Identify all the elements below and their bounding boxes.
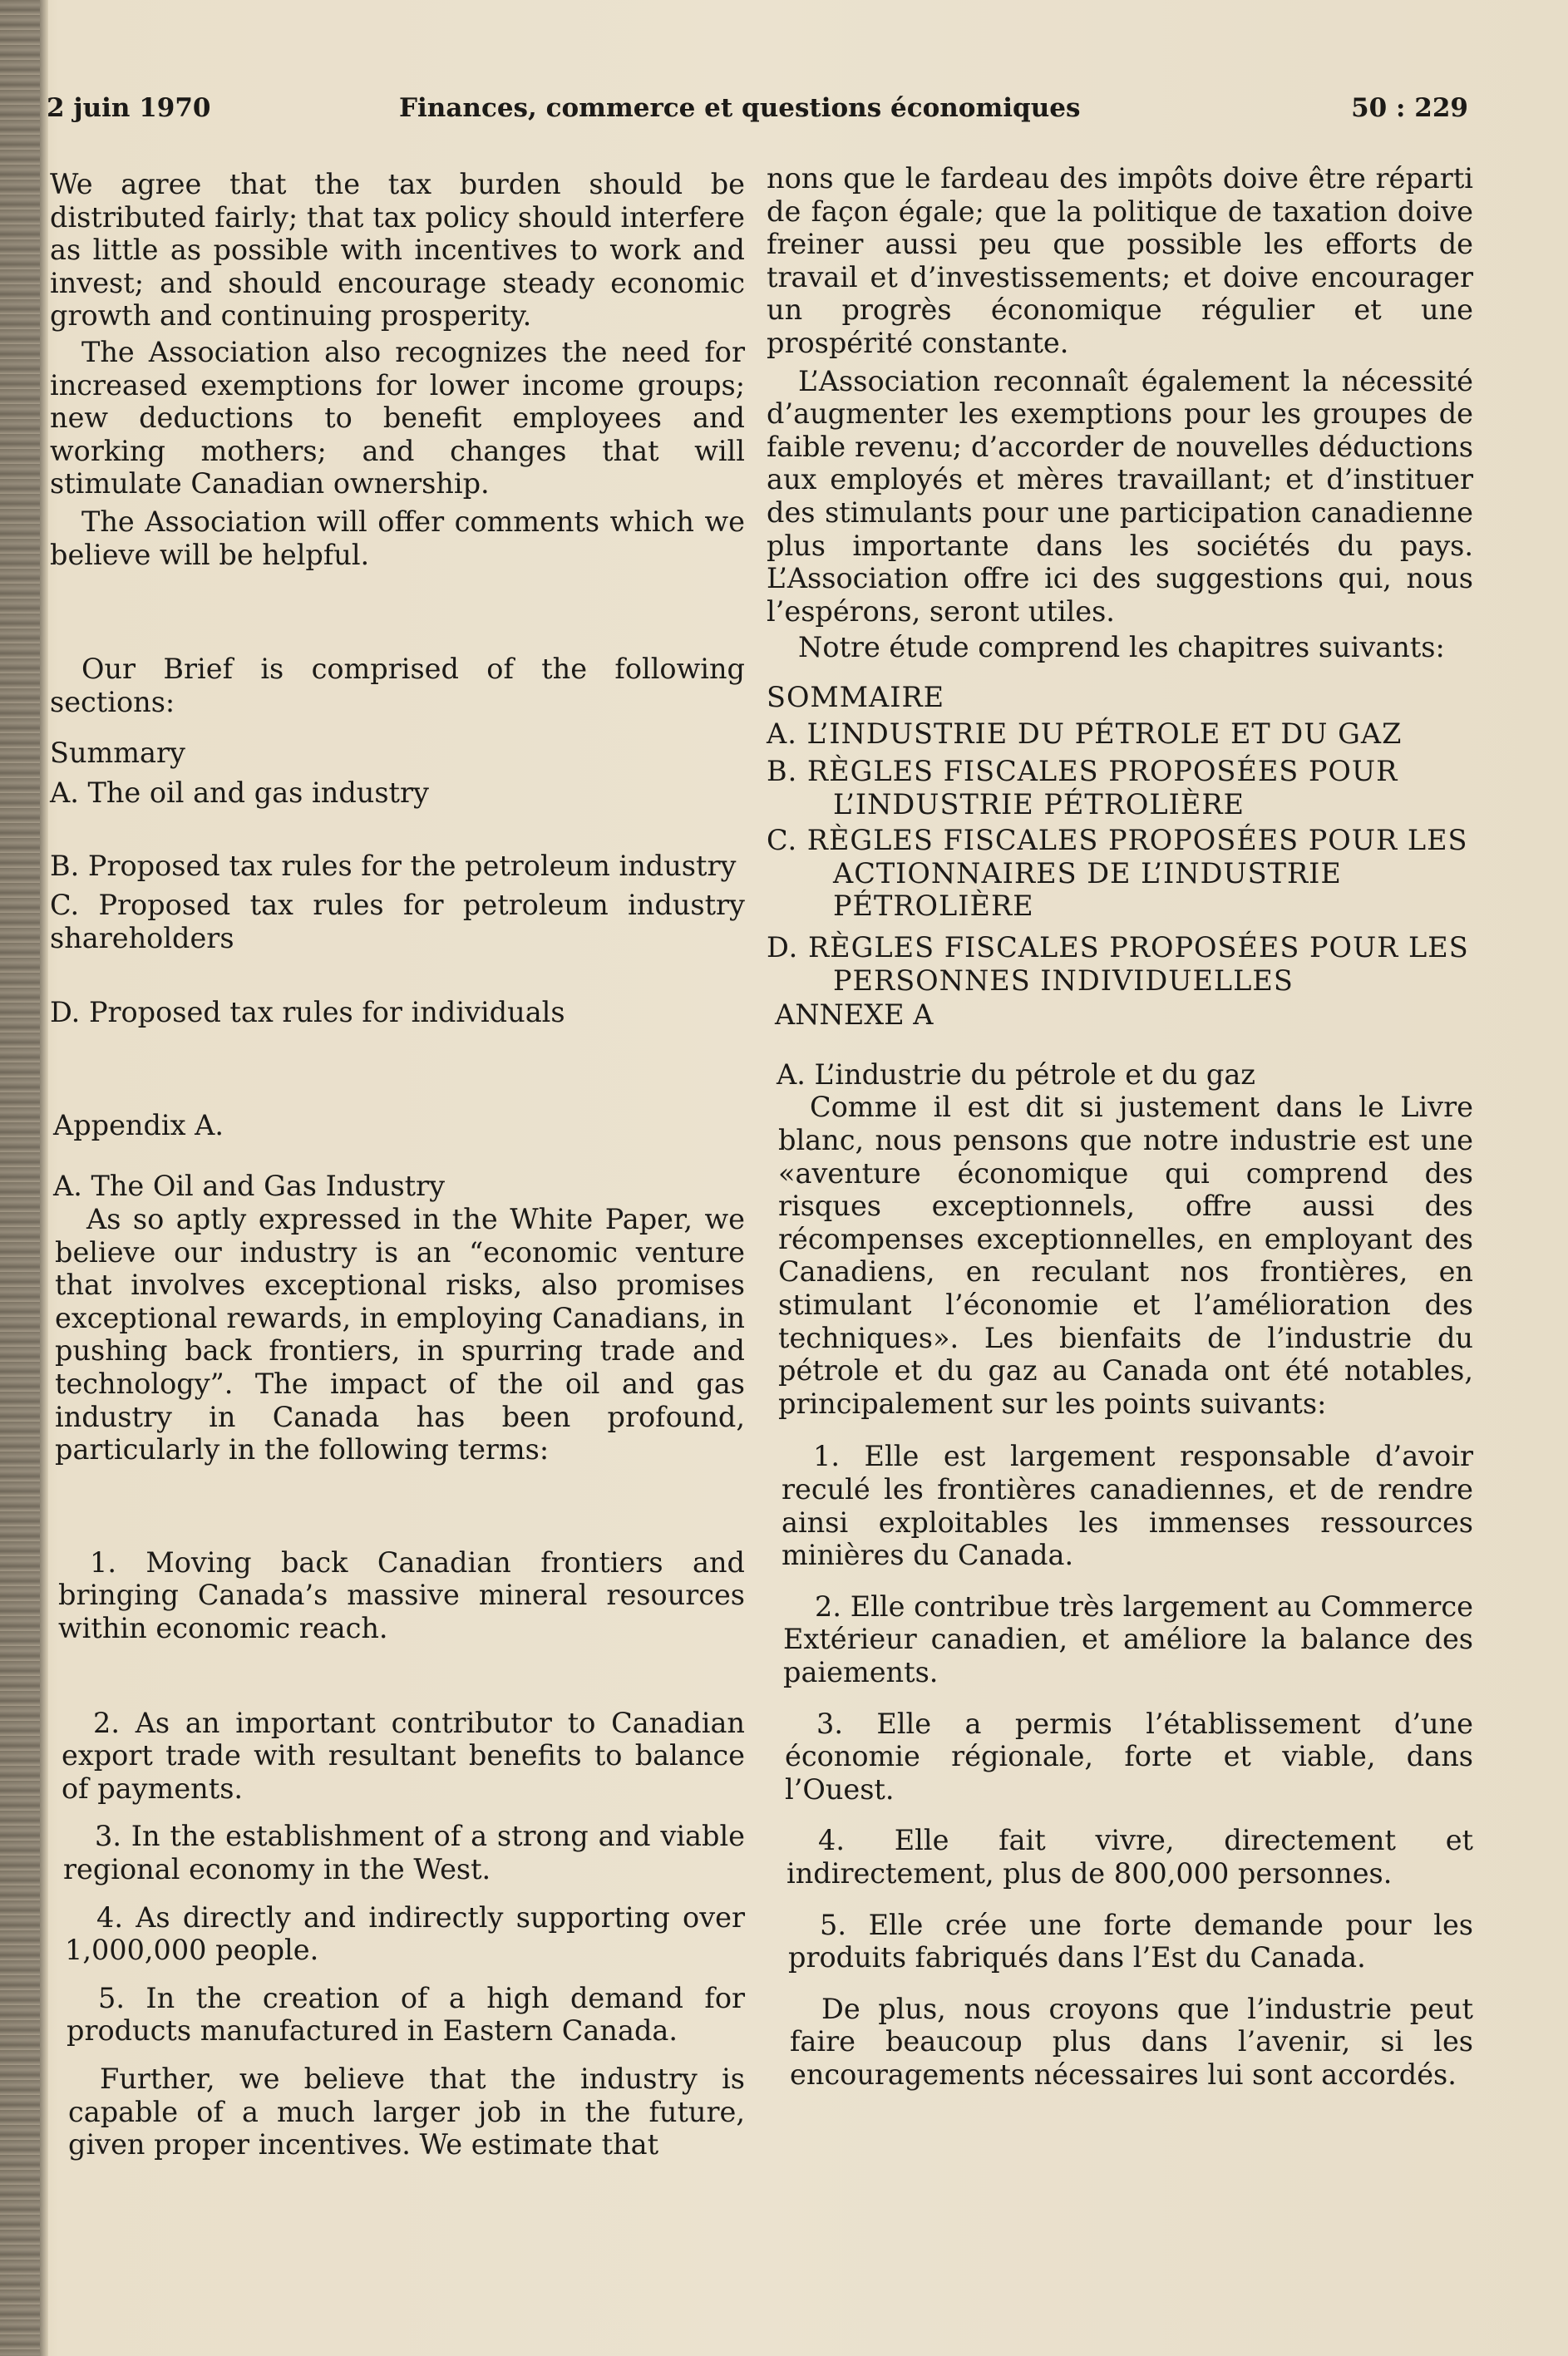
list-item: 1. Elle est largement responsable d’avoir reculé les frontières canadiennes, et de rendre ainsi exploitables les immenses ressources minières du Canada. <box>782 1440 1473 1572</box>
list-item: 2. As an important contributor to Canadian export trade with resultant benefits to balance of payments. <box>62 1706 745 1805</box>
list-item: 5. Elle crée une forte demande pour les produits fabriqués dans l’Est du Canada. <box>788 1908 1473 1974</box>
section-list-item: A. L’INDUSTRIE DU PÉTROLE ET DU GAZ <box>767 717 1403 750</box>
section-list-item: B. Proposed tax rules for the petroleum industry <box>50 849 737 882</box>
section-list-item: SOMMAIRE <box>767 680 945 713</box>
list-item: 2. Elle contribue très largement au Commerce Extérieur canadien, et améliore la balance des paiements. <box>783 1590 1473 1688</box>
header-date: 2 juin 1970 <box>47 93 211 123</box>
paragraph: Further, we believe that the industry is capable of a much larger job in the future, given proper incentives. We estimate that <box>68 2062 745 2161</box>
binding-shadow <box>40 0 48 2356</box>
appendix-label: ANNEXE A <box>775 998 934 1032</box>
running-header <box>47 93 1468 135</box>
section-list-item: B. RÈGLES FISCALES PROPOSÉES POUR L’INDUSTRIE PÉTROLIÈRE <box>767 755 1398 821</box>
list-item: 3. In the establishment of a strong and viable regional economy in the West. <box>63 1820 745 1885</box>
list-item: 4. As directly and indirectly supporting over 1,000,000 people. <box>65 1900 745 1967</box>
list-item: 5. In the creation of a high demand for products manufactured in Eastern Canada. <box>67 1981 745 2048</box>
section-heading: A. L’industrie du pétrole et du gaz <box>777 1057 1255 1091</box>
list-item: 3. Elle a permis l’établissement d’une économie régionale, forte et viable, dans l’Ouest. <box>785 1707 1473 1806</box>
french-column <box>767 162 1473 2091</box>
paragraph: The Association will offer comments which we believe will be helpful. <box>50 505 745 571</box>
english-column <box>50 162 745 2161</box>
section-list-item: D. RÈGLES FISCALES PROPOSÉES POUR LES PERSONNES INDIVIDUELLES <box>767 931 1469 997</box>
paragraph: L’Association reconnaît également la nécessité d’augmenter les exemptions pour les groupes de faible revenu; d’accorder de nouvelles déductions aux employés et mères travaillant; et d’instituer des stimulants pour une participation canadienne plus importante dans les sociétés du pays. L’Association offre ici des suggestions qui, nous l’espérons, seront utiles. <box>767 364 1473 628</box>
paragraph: The Association also recognizes the need for increased exemptions for lower income groups; new deductions to benefit employees and working mothers; and changes that will stimulate Canadian ownership. <box>50 335 745 500</box>
paragraph: nons que le fardeau des impôts doive être réparti de façon égale; que la politique de taxation doive freiner aussi peu que possible les efforts de travail et d’investissements; et doive encourager un progrès économique régulier et une prospérité constante. <box>767 162 1473 359</box>
paragraph: We agree that the tax burden should be distributed fairly; that tax policy should interfere as little as possible with incentives to work and invest; and should encourage steady economic growth and continuing prosperity. <box>50 168 745 333</box>
paragraph: Comme il est dit si justement dans le Livre blanc, nous pensons que notre industrie est une «aventure économique qui comprend des risques exceptionnels, offre aussi des récompenses exceptionnelles, en employant des Canadiens, en reculant nos frontières, en stimulant l’économie et l’amélioration des techniques». Les bienfaits de l’industrie du pétrole et du gaz au Canada ont été notables, principalement sur les points suivants: <box>778 1091 1473 1420</box>
paragraph: Our Brief is comprised of the following sections: <box>50 653 745 718</box>
section-heading: A. The Oil and Gas Industry <box>53 1170 446 1203</box>
header-page-number: 50 : 229 <box>1351 93 1468 123</box>
section-list-item: C. RÈGLES FISCALES PROPOSÉES POUR LES ACTIONNAIRES DE L’INDUSTRIE PÉTROLIÈRE <box>767 824 1468 923</box>
header-title: Finances, commerce et questions économiques <box>399 93 1081 123</box>
paragraph: De plus, nous croyons que l’industrie peut faire beaucoup plus dans l’avenir, si les encouragements nécessaires lui sont accordés. <box>790 1992 1473 2091</box>
section-list-item: D. Proposed tax rules for individuals <box>50 996 565 1029</box>
list-item: 4. Elle fait vivre, directement et indirectement, plus de 800,000 personnes. <box>786 1824 1473 1890</box>
paragraph: Notre étude comprend les chapitres suivants: <box>798 631 1445 664</box>
section-list-item: A. The oil and gas industry <box>50 776 429 809</box>
book-binding <box>0 0 40 2356</box>
section-list-item: Summary <box>50 737 185 770</box>
section-list-item: C. Proposed tax rules for petroleum industry shareholders <box>50 889 745 954</box>
list-item: 1. Moving back Canadian frontiers and bringing Canada’s massive mineral resources within economic reach. <box>58 1545 745 1644</box>
paragraph: As so aptly expressed in the White Paper, we believe our industry is an “economic venture that involves exceptional risks, also promises exceptional rewards, in employing Canadians, in pushing back frontiers, in spurring trade and technology”. The impact of the oil and gas industry in Canada has been profound, particularly in the following terms: <box>55 1203 745 1466</box>
appendix-label: Appendix A. <box>53 1108 224 1141</box>
